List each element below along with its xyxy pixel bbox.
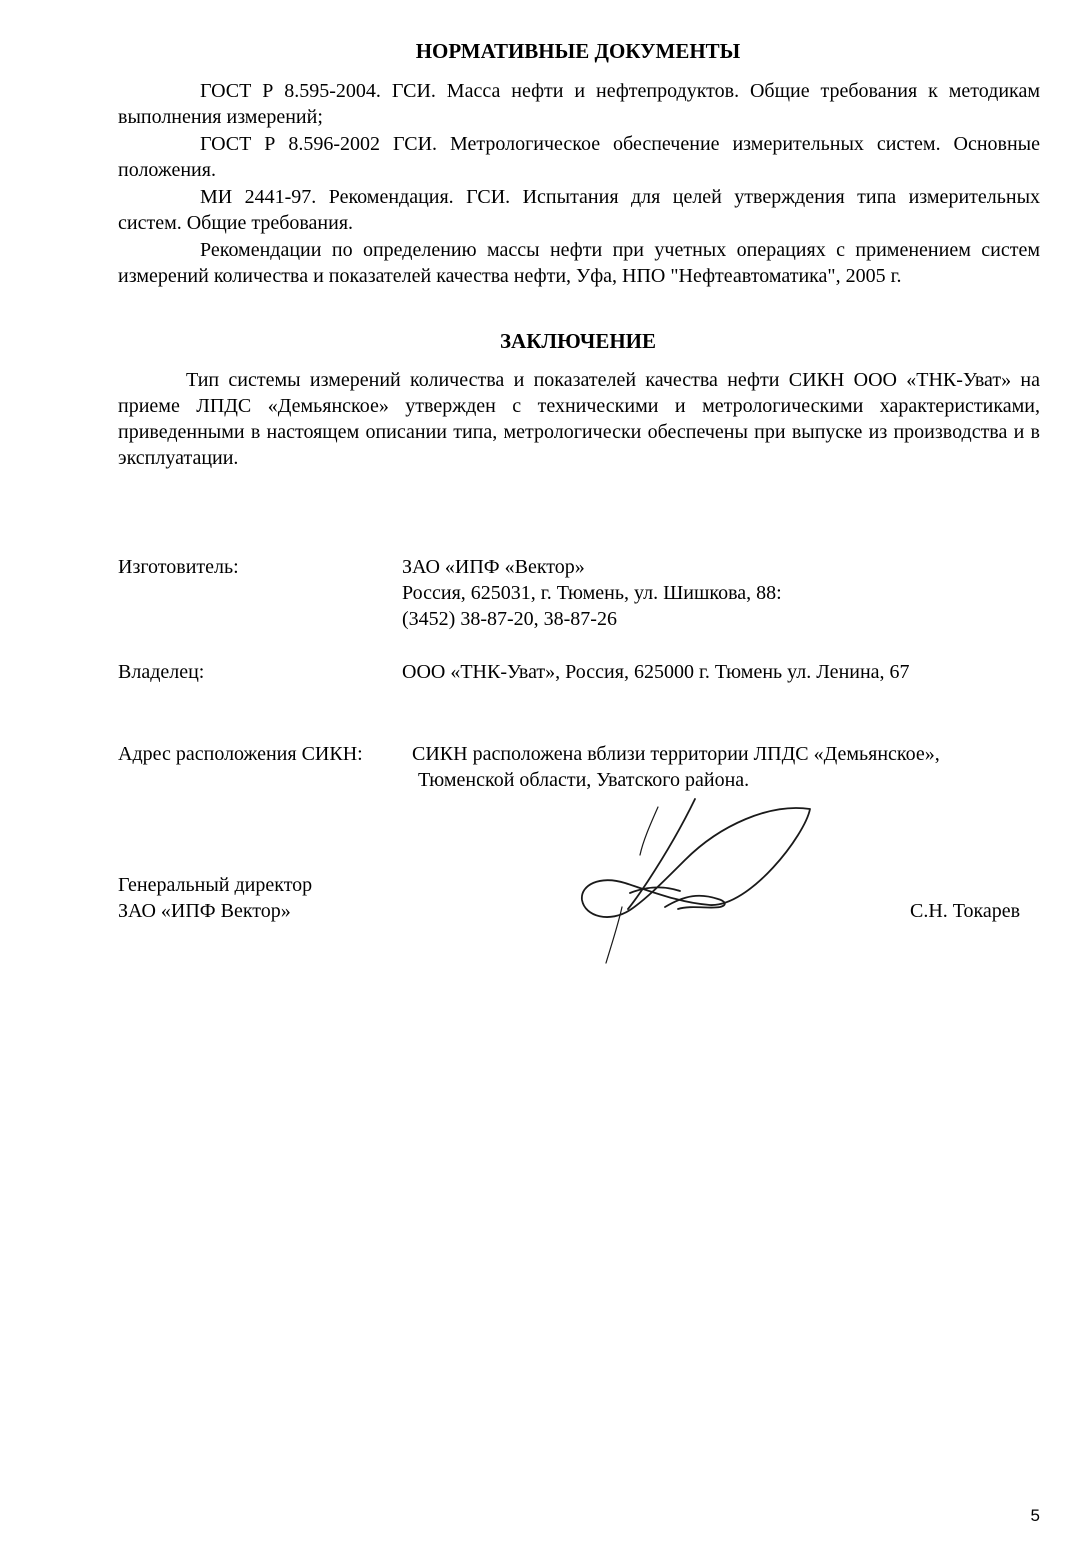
normative-doc-3: МИ 2441-97. Рекомендация. ГСИ. Испытания для целей утверждения типа измерительных систем. Общие требования. <box>118 186 1040 234</box>
normative-doc-4: Рекомендации по определению массы нефти при учетных операциях с применением систем измерений количества и показателей качества нефти, Уфа, НПО "Нефтеавтоматика", 2005 г. <box>118 239 1040 287</box>
manufacturer-phones: (3452) 38-87-20, 38-87-26 <box>402 608 617 630</box>
location-line-2: Тюменской области, Уватского района. <box>418 769 750 791</box>
normative-doc-1: ГОСТ Р 8.595-2004. ГСИ. Масса нефти и нефтепродуктов. Общие требования к методикам выполнения измерений; <box>118 80 1040 128</box>
manufacturer-label: Изготовитель: <box>118 556 239 578</box>
conclusion-text: Тип системы измерений количества и показателей качества нефти СИКН ООО «ТНК-Уват» на приеме ЛПДС «Демьянское» утвержден с техническими и метрологическими характеристиками, приведенными в настоящем описании типа, метрологически обеспечены при выпуске из производства и в эксплуатации. <box>118 369 1040 469</box>
owner-label: Владелец: <box>118 661 205 683</box>
normative-docs-heading: НОРМАТИВНЫЕ ДОКУМЕНТЫ <box>415 39 741 63</box>
normative-doc-2: ГОСТ Р 8.596-2002 ГСИ. Метрологическое обеспечение измерительных систем. Основные положения. <box>118 133 1040 181</box>
signatory-name: С.Н. Токарев <box>910 900 1021 922</box>
manufacturer-address: Россия, 625031, г. Тюмень, ул. Шишкова, 88: <box>402 582 782 604</box>
signatory-position-1: Генеральный директор <box>118 874 313 896</box>
location-line-1: СИКН расположена вблизи территории ЛПДС «Демьянское», <box>412 743 940 765</box>
manufacturer-name: ЗАО «ИПФ «Вектор» <box>402 556 585 578</box>
conclusion-heading: ЗАКЛЮЧЕНИЕ <box>499 329 657 353</box>
signatory-position-2: ЗАО «ИПФ Вектор» <box>118 900 291 922</box>
page-number: 5 <box>1030 1506 1040 1525</box>
handwritten-signature <box>570 795 830 975</box>
owner-value: ООО «ТНК-Уват», Россия, 625000 г. Тюмень ул. Ленина, 67 <box>402 661 910 683</box>
location-label: Адрес расположения СИКН: <box>118 743 363 765</box>
